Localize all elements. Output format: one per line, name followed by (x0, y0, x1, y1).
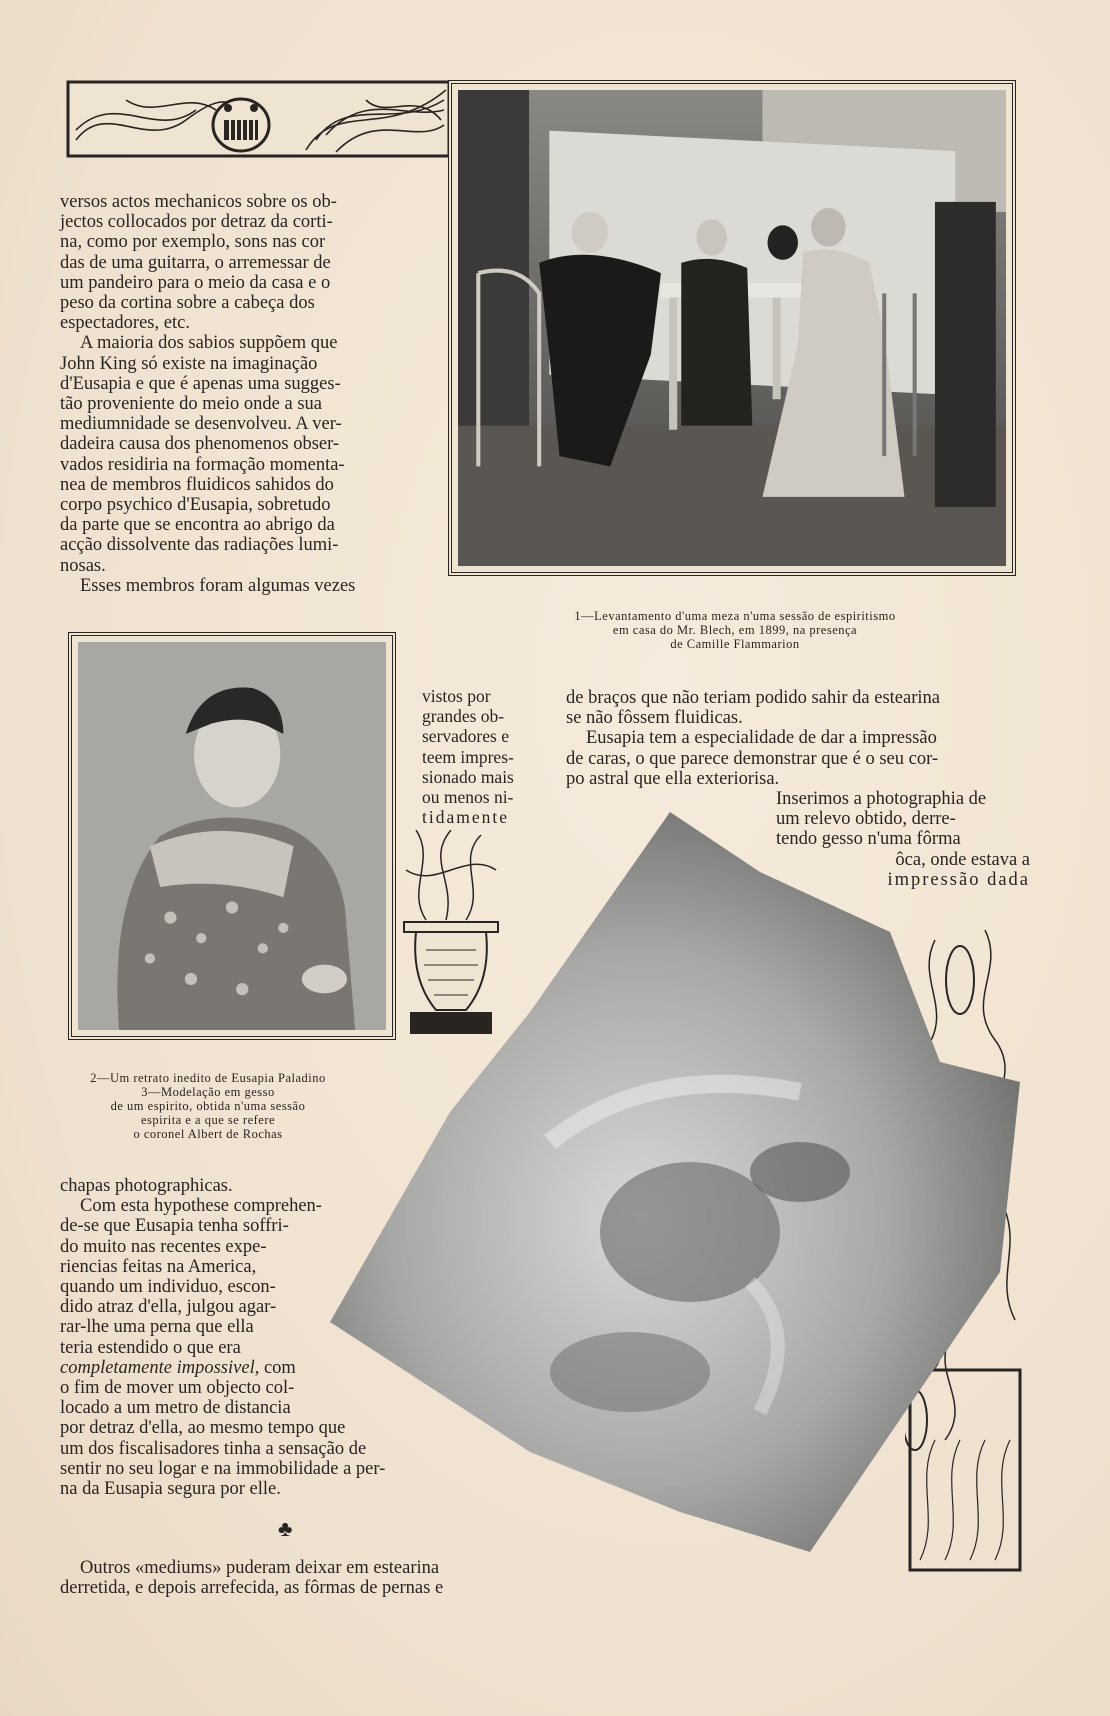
text-line: teem impres- (422, 746, 514, 767)
text-line: ou menos ni- (422, 787, 514, 808)
photo-caption-2 (58, 1071, 358, 1141)
text-line: d'Eusapia e que é apenas uma sugges- (60, 373, 341, 394)
text-line: servadores e (422, 726, 509, 747)
text-line: Esses membros foram algumas vezes (80, 575, 356, 596)
photo-seance-frame (448, 80, 1016, 576)
text-line: mediumnidade se desenvolveu. A ver- (60, 414, 342, 435)
article-column-right (566, 688, 1032, 789)
text-line: corpo psychico d'Eusapia, sobretudo (60, 495, 331, 516)
text-line (60, 1358, 366, 1378)
text-line: acção dissolvente das radiações lumi- (60, 535, 339, 556)
text-line: de caras, o que parece demonstrar que é o seu cor- (566, 748, 939, 769)
text-line: locado a um metro de distancia (60, 1398, 291, 1419)
text-line: quando um individuo, escon- (60, 1277, 276, 1298)
article-column-bottom-left-wide (60, 1378, 520, 1499)
text-line: grandes ob- (422, 706, 505, 727)
text-line: tendo gesso n'uma fôrma (776, 829, 961, 850)
text-line: dadeira causa dos phenomenos obser- (60, 434, 340, 455)
italic-phrase: completamente impossivel (60, 1357, 255, 1378)
text-line: tão proveniente do meio onde a sua (60, 394, 322, 415)
text-line: um pandeiro para o meio da casa e o (60, 272, 331, 293)
text-line: sionado mais (422, 766, 514, 787)
article-column-narrow (422, 686, 532, 827)
text-line: jectos collocados por detraz da corti- (60, 212, 333, 233)
text-line: por detraz d'ella, ao mesmo tempo que (60, 1418, 346, 1439)
article-column-bottom-left (60, 1176, 366, 1378)
caption-line: 1—Levantamento d'uma meza n'uma sessão de espiritismo (574, 609, 896, 623)
caption-line: 3—Modelação em gesso (141, 1085, 275, 1099)
text-line: teria estendido o que era (60, 1337, 241, 1358)
text-line: do muito nas recentes expe- (60, 1236, 267, 1257)
text-line: A maioria dos sabios suppõem que (80, 333, 338, 354)
text-line: na da Eusapia segura por elle. (60, 1479, 281, 1500)
text-line: espectadores, etc. (60, 313, 190, 334)
text-line: vados residiria na formação momenta- (60, 454, 345, 475)
article-column-bottom-final (60, 1558, 520, 1598)
caption-line: de um espirito, obtida n'uma sessão (110, 1099, 306, 1113)
text-line: po astral que ella exteriorisa. (566, 768, 780, 789)
text-line: um dos fiscalisadores tinha a sensação de (60, 1438, 367, 1459)
art-nouveau-mask-icon (66, 80, 451, 158)
text-line: Outros «mediums» puderam deixar em estearina (80, 1558, 440, 1578)
text-line: peso da cortina sobre a cabeça dos (60, 293, 315, 314)
text-line: derretida, e depois arrefecida, as fôrmas de pernas e (60, 1578, 444, 1599)
text-line: Com esta hypothese comprehen- (80, 1196, 322, 1217)
photo-seance (458, 90, 1006, 566)
text-line: da parte que se encontra ao abrigo da (60, 515, 335, 536)
text-line: Inserimos a photographia de (776, 789, 987, 809)
caption-line: espirita e a que se refere (140, 1113, 276, 1127)
caption-line: o coronel Albert de Rochas (133, 1127, 283, 1141)
text-line: de braços que não teriam podido sahir da estearina (566, 688, 940, 708)
photo-caption-1 (500, 609, 970, 651)
text-line: de-se que Eusapia tenha soffri- (60, 1216, 289, 1237)
text-line: o fim de mover um objecto col- (60, 1378, 295, 1398)
text-line: dido atraz d'ella, julgou agar- (60, 1297, 277, 1318)
article-column-top-left (60, 192, 402, 596)
caption-line: em casa do Mr. Blech, em 1899, na presença (612, 623, 858, 637)
text-line: nea de membros fluidicos sahidos do (60, 474, 334, 495)
text-line: na, como por exemplo, sons nas cor (60, 232, 326, 253)
text-fragment: , com (254, 1357, 296, 1378)
text-line: sentir no seu logar e na immobilidade a per- (60, 1458, 386, 1479)
text-line: tidamente (422, 807, 510, 828)
text-line: impressão dada (887, 869, 1030, 890)
text-line: se não fôssem fluidicas. (566, 708, 743, 729)
text-line: John King só existe na imaginação (60, 353, 318, 374)
text-line: vistos por (422, 686, 491, 706)
text-line: versos actos mechanicos sobre os ob- (60, 192, 337, 212)
text-line: nosas. (60, 555, 106, 576)
text-line: riencias feitas na America, (60, 1256, 257, 1277)
caption-line: de Camille Flammarion (670, 637, 800, 651)
text-line: um relevo obtido, derre- (776, 809, 956, 830)
text-line: Eusapia tem a especialidade de dar a impressão (586, 728, 937, 749)
text-line: das de uma guitarra, o arremessar de (60, 252, 331, 273)
text-line: ôca, onde estava a (895, 849, 1030, 870)
section-divider-icon: ♣ (278, 1516, 293, 1541)
text-line: rar-lhe uma perna que ella (60, 1317, 254, 1338)
text-line: chapas photographicas. (60, 1176, 233, 1196)
caption-line: 2—Um retrato inedito de Eusapia Paladino (90, 1071, 326, 1085)
